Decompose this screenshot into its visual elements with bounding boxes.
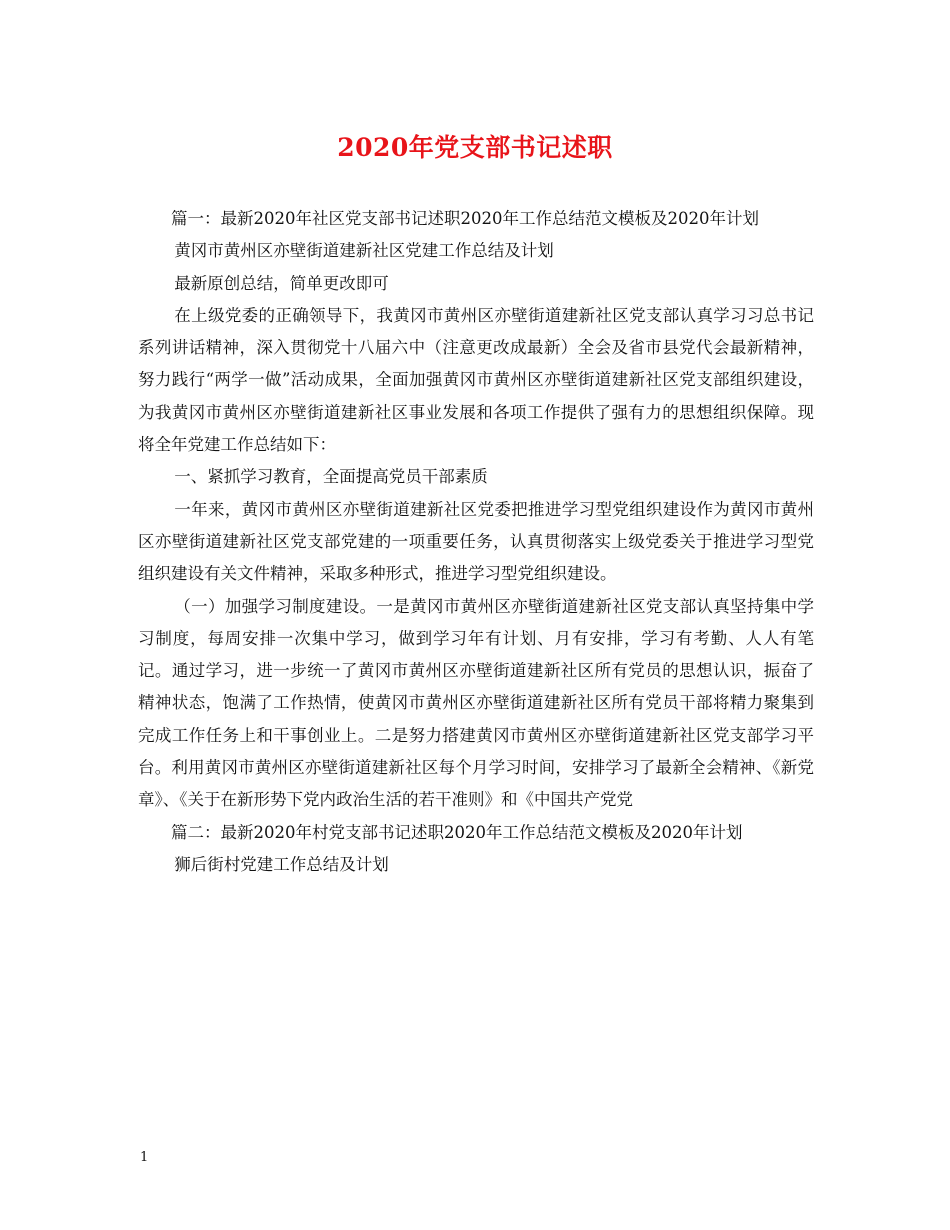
paragraph-village-title: 狮后街村党建工作总结及计划	[174, 854, 389, 874]
paragraph-section-one-heading: 篇一：最新2020年社区党支部书记述职2020年工作总结范文模板及2020年计划	[171, 209, 759, 228]
paragraph-note: 最新原创总结，简单更改即可	[174, 273, 389, 293]
page-number: 1	[140, 1150, 149, 1165]
paragraph-subtitle: 黄冈市黄州区亦壁街道建新社区党建工作总结及计划	[174, 241, 554, 261]
paragraph-study-system: （一）加强学习制度建设。一是黄冈市黄州区亦壁街道建新社区党支部认真坚持集中学习制度，每周安排一次集中学习，做到学习年有计划、月有安排，学习有考勤、人人有笔记。通过学习，进一步统一了黄冈市黄州区亦壁街道建新社区所有党员的思想认识，振奋了精神状态，饱满了工作热情，使黄冈市黄州区亦壁街道建新社区所有党员干部将精力聚集到完成工作任务上和干事创业上。二是努力搭建黄冈市黄州区亦壁街道建新社区党支部学习平台。利用黄冈市黄州区亦壁街道建新社区每个月学习时间，安排学习了最新全会精神、《新党章》、《关于在新形势下党内政治生活的若干准则》和《中国共产党党	[138, 596, 814, 810]
document-title: 2020年党支部书记述职	[337, 133, 613, 162]
document-body	[138, 203, 814, 881]
paragraph-point-one: 一、紧抓学习教育，全面提高党员干部素质	[174, 467, 488, 487]
paragraph-intro: 在上级党委的正确领导下，我黄冈市黄州区亦壁街道建新社区党支部认真学习习总书记系列讲话精神，深入贯彻党十八届六中（注意更改成最新）全会及省市县党代会最新精神，努力践行“两学一做”活动成果，全面加强黄冈市黄州区亦壁街道建新社区党支部组织建设，为我黄冈市黄州区亦壁街道建新社区事业发展和各项工作提供了强有力的思想组织保障。现将全年党建工作总结如下：	[138, 305, 814, 455]
paragraph-section-two-heading: 篇二：最新2020年村党支部书记述职2020年工作总结范文模板及2020年计划	[171, 822, 743, 842]
paragraph-learning: 一年来，黄冈市黄州区亦壁街道建新社区党委把推进学习型党组织建设作为黄冈市黄州区亦壁街道建新社区党支部党建的一项重要任务，认真贯彻落实上级党委关于推进学习型党组织建设有关文件精神，采取多种形式，推进学习型党组织建设。	[138, 499, 814, 584]
